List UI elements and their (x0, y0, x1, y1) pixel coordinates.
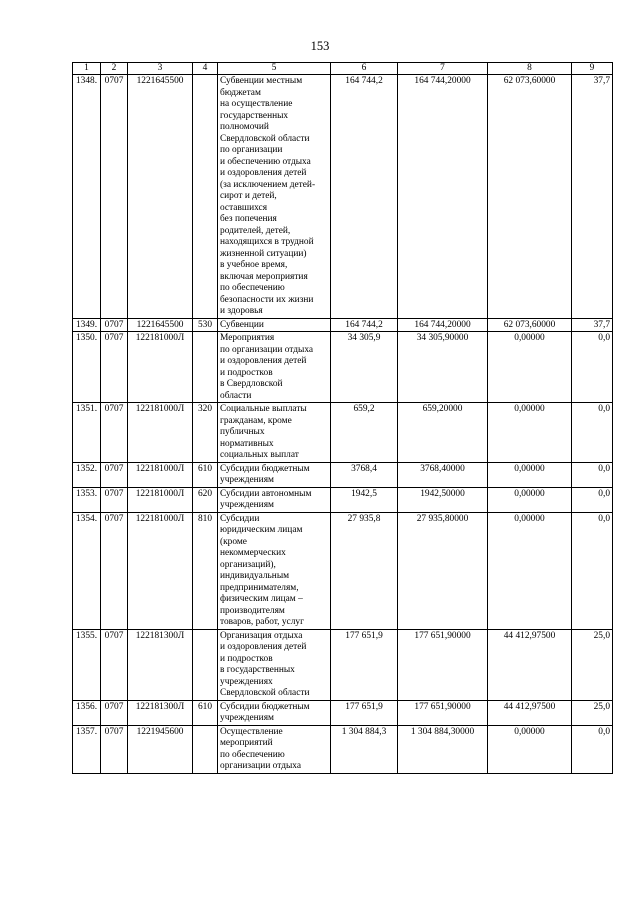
value-col-9: 25,0 (572, 700, 613, 725)
value-col-6: 164 744,2 (331, 75, 398, 319)
value-col-6: 27 935,8 (331, 512, 398, 629)
table-row (73, 462, 613, 487)
section-code: 0707 (101, 332, 128, 403)
header-row (73, 63, 613, 75)
value-col-9: 25,0 (572, 629, 613, 700)
table-row (73, 487, 613, 512)
value-col-8: 62 073,60000 (488, 318, 572, 332)
expense-type-code (193, 629, 218, 700)
item-name: Субсидии бюджетным учреждениям (218, 700, 331, 725)
item-name: Субсидии юридическим лицам (кроме некоммерческих организаций), индивидуальным предпринимателям, физическим лицам – производителям товаров, работ, услуг (218, 512, 331, 629)
row-number: 1350. (73, 332, 101, 403)
page-number: 153 (310, 39, 330, 53)
value-col-6: 177 651,9 (331, 629, 398, 700)
value-col-6: 34 305,9 (331, 332, 398, 403)
target-article-code: 122181300Л (128, 700, 193, 725)
expense-type-code (193, 725, 218, 773)
value-col-7: 177 651,90000 (398, 629, 488, 700)
section-code: 0707 (101, 487, 128, 512)
table-row (73, 725, 613, 773)
target-article-code: 122181000Л (128, 512, 193, 629)
expense-type-code: 620 (193, 487, 218, 512)
expense-type-code: 610 (193, 462, 218, 487)
target-article-code: 122181000Л (128, 462, 193, 487)
header-cell-9: 9 (572, 63, 613, 75)
value-col-8: 0,00000 (488, 487, 572, 512)
value-col-8: 0,00000 (488, 512, 572, 629)
value-col-6: 177 651,9 (331, 700, 398, 725)
expense-type-code: 610 (193, 700, 218, 725)
item-name: Субсидии автономным учреждениям (218, 487, 331, 512)
header-cell-2: 2 (101, 63, 128, 75)
value-col-6: 164 744,2 (331, 318, 398, 332)
expense-type-code (193, 332, 218, 403)
value-col-9: 0,0 (572, 332, 613, 403)
value-col-7: 1942,50000 (398, 487, 488, 512)
table-row (73, 403, 613, 463)
section-code: 0707 (101, 403, 128, 463)
item-name: Социальные выплаты гражданам, кроме публичных нормативных социальных выплат (218, 403, 331, 463)
value-col-9: 0,0 (572, 462, 613, 487)
target-article-code: 1221645500 (128, 75, 193, 319)
value-col-8: 0,00000 (488, 725, 572, 773)
table-row (73, 332, 613, 403)
section-code: 0707 (101, 318, 128, 332)
header-cell-8: 8 (488, 63, 572, 75)
value-col-7: 177 651,90000 (398, 700, 488, 725)
header-cell-5: 5 (218, 63, 331, 75)
value-col-9: 37,7 (572, 318, 613, 332)
value-col-6: 1 304 884,3 (331, 725, 398, 773)
row-number: 1351. (73, 403, 101, 463)
table-row (73, 75, 613, 319)
value-col-8: 0,00000 (488, 403, 572, 463)
value-col-7: 1 304 884,30000 (398, 725, 488, 773)
header-cell-1: 1 (73, 63, 101, 75)
target-article-code: 122181000Л (128, 487, 193, 512)
item-name: Организация отдыха и оздоровления детей и подростков в государственных учреждениях Свердловской области (218, 629, 331, 700)
row-number: 1354. (73, 512, 101, 629)
item-name: Мероприятия по организации отдыха и оздоровления детей и подростков в Свердловской области (218, 332, 331, 403)
expense-type-code: 320 (193, 403, 218, 463)
value-col-9: 0,0 (572, 487, 613, 512)
section-code: 0707 (101, 725, 128, 773)
target-article-code: 122181000Л (128, 332, 193, 403)
value-col-9: 0,0 (572, 403, 613, 463)
header-cell-4: 4 (193, 63, 218, 75)
row-number: 1355. (73, 629, 101, 700)
target-article-code: 1221945600 (128, 725, 193, 773)
item-name: Осуществление мероприятий по обеспечению организации отдыха (218, 725, 331, 773)
item-name: Субвенции местным бюджетам на осуществление государственных полномочий Свердловской области по организации и обеспечению отдыха и оздоровления детей (за исключением детей- сирот и детей, оставшихся без попечения родителей, детей, находящихся в трудной жизненной ситуации) в учебное время, включая мероприятия по обеспечению безопасности их жизни и здоровья (218, 75, 331, 319)
section-code: 0707 (101, 75, 128, 319)
section-code: 0707 (101, 512, 128, 629)
budget-table (72, 62, 613, 774)
value-col-7: 27 935,80000 (398, 512, 488, 629)
target-article-code: 122181000Л (128, 403, 193, 463)
target-article-code: 122181300Л (128, 629, 193, 700)
value-col-9: 0,0 (572, 725, 613, 773)
expense-type-code: 530 (193, 318, 218, 332)
row-number: 1352. (73, 462, 101, 487)
row-number: 1356. (73, 700, 101, 725)
table-row (73, 512, 613, 629)
value-col-8: 62 073,60000 (488, 75, 572, 319)
value-col-6: 3768,4 (331, 462, 398, 487)
value-col-7: 659,20000 (398, 403, 488, 463)
expense-type-code (193, 75, 218, 319)
table-row (73, 700, 613, 725)
row-number: 1357. (73, 725, 101, 773)
value-col-7: 3768,40000 (398, 462, 488, 487)
item-name: Субсидии бюджетным учреждениям (218, 462, 331, 487)
target-article-code: 1221645500 (128, 318, 193, 332)
value-col-8: 0,00000 (488, 332, 572, 403)
value-col-8: 44 412,97500 (488, 629, 572, 700)
header-cell-7: 7 (398, 63, 488, 75)
item-name: Субвенции (218, 318, 331, 332)
value-col-7: 164 744,20000 (398, 75, 488, 319)
header-cell-6: 6 (331, 63, 398, 75)
value-col-7: 164 744,20000 (398, 318, 488, 332)
section-code: 0707 (101, 700, 128, 725)
section-code: 0707 (101, 629, 128, 700)
section-code: 0707 (101, 462, 128, 487)
value-col-8: 44 412,97500 (488, 700, 572, 725)
value-col-9: 37,7 (572, 75, 613, 319)
value-col-8: 0,00000 (488, 462, 572, 487)
value-col-9: 0,0 (572, 512, 613, 629)
header-cell-3: 3 (128, 63, 193, 75)
value-col-6: 1942,5 (331, 487, 398, 512)
expense-type-code: 810 (193, 512, 218, 629)
row-number: 1353. (73, 487, 101, 512)
value-col-7: 34 305,90000 (398, 332, 488, 403)
row-number: 1348. (73, 75, 101, 319)
value-col-6: 659,2 (331, 403, 398, 463)
row-number: 1349. (73, 318, 101, 332)
table-row (73, 629, 613, 700)
table-row (73, 318, 613, 332)
